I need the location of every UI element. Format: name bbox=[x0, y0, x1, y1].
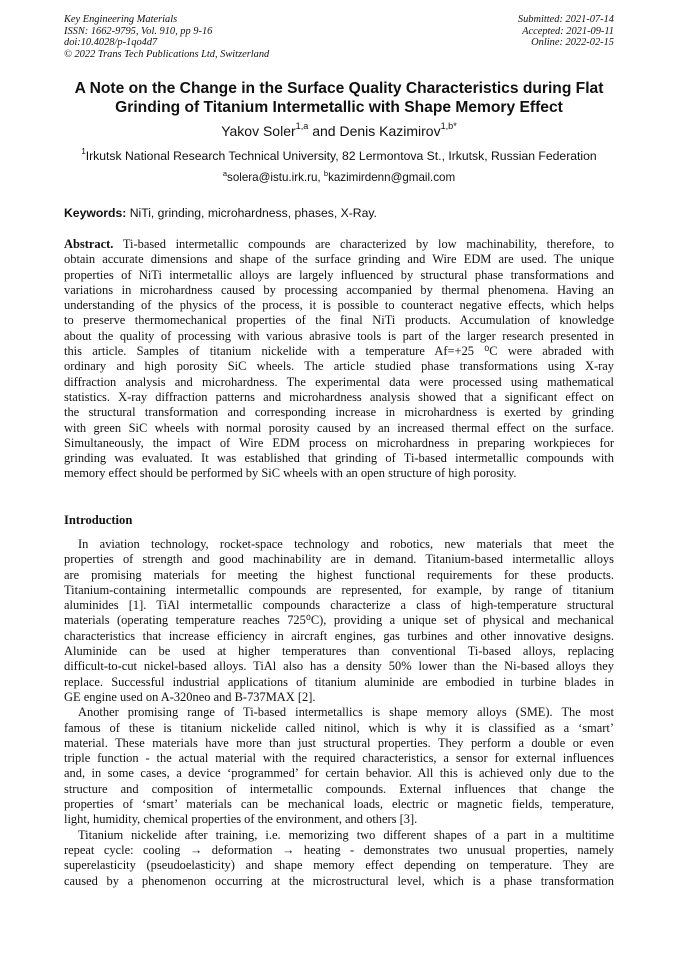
abstract-line: properties of NiTi intermetallic alloys are largely influenced by structural phase transformations and bbox=[64, 267, 614, 282]
abstract-line: to preserve thermomechanical properties of the final NiTi products. Accumulation of knowledge bbox=[64, 313, 614, 328]
author-sup: 1,b* bbox=[440, 121, 457, 131]
abstract-line: Simultaneously, the impact of Wire EDM process on microhardness in preparing workpieces for bbox=[64, 435, 614, 450]
abstract-line bbox=[64, 237, 614, 252]
authors bbox=[0, 123, 678, 139]
email-sup: a bbox=[222, 169, 228, 178]
introduction-body bbox=[64, 537, 614, 889]
paragraph-line: structure and composition of intermetallic compounds. External influences that change the bbox=[64, 781, 614, 796]
author-and: and bbox=[308, 123, 340, 139]
paragraph-line: material. These materials have more than just structural properties. They perform a double or even bbox=[64, 735, 614, 750]
paragraph-line: In aviation technology, rocket-space technology and robotics, new materials that meet the bbox=[78, 537, 614, 551]
paragraph-line: are promising materials for meeting the highest functional requirements for these products. bbox=[64, 567, 614, 582]
email-sup: b bbox=[323, 169, 329, 178]
accepted-date: Accepted: 2021-09-11 bbox=[522, 25, 614, 37]
email-link[interactable]: solera@istu.irk.ru, bbox=[227, 171, 324, 184]
submitted-date: Submitted: 2021-07-14 bbox=[517, 14, 614, 25]
keywords-label: Keywords: bbox=[64, 206, 127, 220]
paragraph-line: Titanium nickelide after training, i.e. memorizing two different shapes of a part in a multitime bbox=[78, 827, 614, 842]
paragraph-line: materials (operating temperature reaches 725⁰C), providing a unique set of physical and mechanical bbox=[64, 613, 614, 628]
paragraph-line: GE engine used on A-320neo and B-737MAX [2]. bbox=[64, 689, 316, 704]
abstract-line: the structural transformation and corresponding increase in microhardness is exerted by grinding bbox=[64, 405, 614, 420]
abstract-line: obtain accurate dimensions and shape of the surface grinding and Wire EDM are used. The unique bbox=[64, 252, 614, 267]
section-heading-introduction: Introduction bbox=[64, 513, 133, 527]
journal-name: Key Engineering Materials bbox=[64, 14, 178, 25]
abstract-line: diffraction analysis and microhardness. The experimental data were processed using mathematical bbox=[64, 374, 614, 389]
journal-info bbox=[64, 14, 269, 60]
keywords-text: NiTi, grinding, microhardness, phases, X-Ray. bbox=[126, 206, 377, 220]
keywords bbox=[64, 206, 377, 220]
abstract-line: memory effect should be performed by SiC wheels with an open structure of high porosity. bbox=[64, 466, 517, 481]
paragraph-line: properties of strength and good machinability are in demand. Titanium-based intermetallic alloys bbox=[64, 552, 614, 567]
abstract-line: grinding was evaluated. It was established that grinding of Ti-based intermetallic compounds with bbox=[64, 451, 614, 466]
copyright: © 2022 Trans Tech Publications Ltd, Switzerland bbox=[64, 48, 270, 60]
abstract-line: with green SiC wheels with normal porosity caused by an increased thermal effect on the surface. bbox=[64, 420, 614, 435]
affiliation-text: Irkutsk National Research Technical University, 82 Lermontova St., Irkutsk, Russian Federation bbox=[85, 149, 597, 163]
paragraph-line: caused by a phenomenon occurring at the microstructural level, which is a phase transformation bbox=[64, 873, 614, 888]
paragraph-line: Aluminide can be used at higher temperatures than conventional Ti-based alloys, replacing bbox=[64, 644, 614, 659]
paragraph-line: properties of ‘smart’ materials can be mechanical loads, electric or magnetic fields, temperature, bbox=[64, 797, 614, 812]
paragraph-line: Titanium-containing intermetallic compounds are represented, for example, by range of titanium bbox=[64, 582, 614, 597]
paragraph-line: characteristics that increase efficiency in aircraft engines, gas turbines and other innovative designs. bbox=[64, 628, 614, 643]
abstract-line: ordinary and high porosity SiC wheels. The article studied phase transformations using X-ray bbox=[64, 359, 614, 374]
dates-info bbox=[518, 14, 614, 49]
paragraph-line: light, humidity, chemical properties of the environment, and others [3]. bbox=[64, 812, 418, 827]
author-name: Denis Kazimirov bbox=[339, 123, 441, 139]
paper-title: A Note on the Change in the Surface Quality Characteristics during Flat Grinding of Titanium Intermetallic with Shape Memory Effect bbox=[74, 80, 604, 116]
online-date: Online: 2022-02-15 bbox=[531, 37, 614, 49]
paragraph-line: famous of these is titanium nickelide called nitinol, which is why it is classified as a ‘smart’ bbox=[64, 720, 614, 735]
email-link[interactable]: kazimirdenn@gmail.com bbox=[328, 171, 456, 184]
abstract-label: Abstract. bbox=[64, 237, 114, 251]
abstract bbox=[64, 237, 614, 482]
emails bbox=[0, 171, 678, 184]
abstract-line: variations in microhardness caused by processing accompanied by thermal phenomena. Having an bbox=[64, 282, 614, 297]
affiliation bbox=[0, 149, 678, 163]
issn: ISSN: 1662-9795, Vol. 910, pp 9-16 bbox=[64, 25, 213, 37]
doi: doi:10.4028/p-1qo4d7 bbox=[64, 37, 158, 49]
paragraph-line: Another promising range of Ti-based intermetallics is shape memory alloys (SME). The most bbox=[78, 705, 614, 720]
author-sup: 1,a bbox=[295, 121, 309, 131]
paragraph-line: replace. Successful industrial applications of titanium aluminide are embodied in turbine blades in bbox=[64, 674, 614, 689]
paragraph-line: repeat cycle: cooling → deformation → heating - demonstrates two unusual properties, namely bbox=[64, 842, 614, 857]
abstract-line: understanding of the physics of the process, it is possible to counteract negative effects, which helps bbox=[64, 298, 614, 313]
paragraph-line: superelasticity (pseudoelasticity) and shape memory effect depending on temperature. They are bbox=[64, 858, 614, 873]
paragraph-line: triple function - the actual material with the required characteristics, a sensor for external influences bbox=[64, 751, 614, 766]
paragraph-line: aluminides [1]. TiAl intermetallic compounds characterize a class of high-temperature structural bbox=[64, 598, 614, 613]
author-name: Yakov Soler bbox=[221, 123, 296, 139]
abstract-line: about the quality of processing with various abrasive tools is part of the larger research presented in bbox=[64, 328, 614, 343]
abstract-line: this article. Samples of titanium nickelide with a temperature Af=+25 ⁰C were abraded with bbox=[64, 344, 614, 359]
abstract-line: statistics. X-ray diffraction patterns and microhardness analysis showed that a significant effect on bbox=[64, 389, 614, 404]
paragraph-line: and, in some cases, a device ‘programmed’ for certain behavior. All this is achieved only due to the bbox=[64, 766, 614, 781]
paragraph-line: difficult-to-cut nickel-based alloys. TiAl also has a density 50% lower than the Ni-based alloys they bbox=[64, 659, 614, 674]
affiliation-sup: 1 bbox=[81, 147, 86, 156]
abstract-line-text: Ti-based intermetallic compounds are characterized by low machinability, therefore, to bbox=[113, 237, 614, 251]
